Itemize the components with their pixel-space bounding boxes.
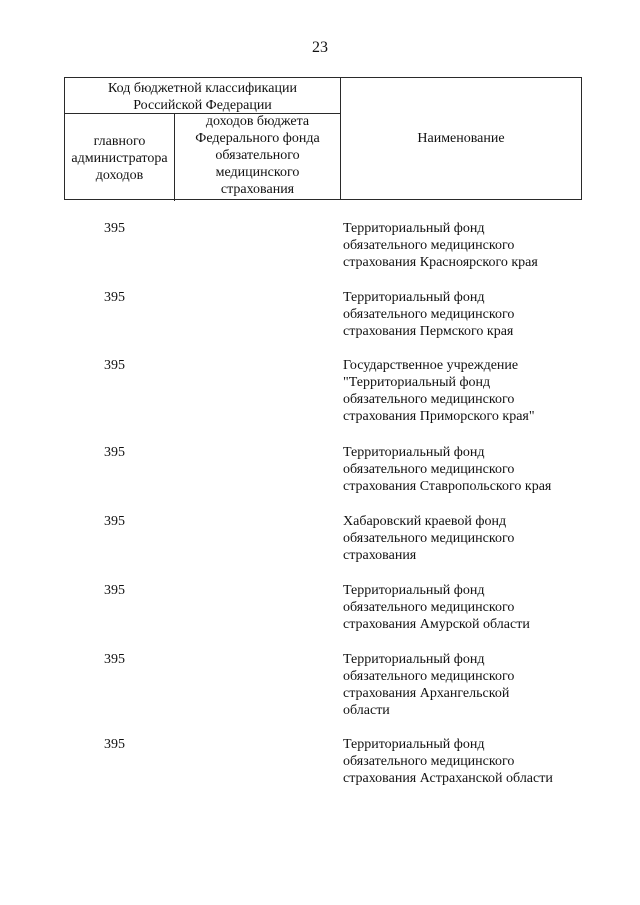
- row-name: Территориальный фонд обязательного медицинского страхования Архангельской области: [343, 652, 515, 718]
- row-name: Территориальный фонд обязательного медицинского страхования Амурской области: [343, 583, 530, 632]
- row-code: 395: [104, 652, 125, 667]
- table-header: [64, 77, 582, 200]
- table-row: [64, 220, 582, 289]
- header-chief-administrator: главного администратора доходов: [71, 134, 168, 183]
- table-row: [64, 651, 582, 736]
- header-classification-code: Код бюджетной классификации Российской Федерации: [108, 81, 297, 113]
- table-row: [64, 513, 582, 582]
- table-row: [64, 357, 582, 444]
- header-name: Наименование: [417, 131, 505, 146]
- row-code: 395: [104, 583, 125, 598]
- table-row: [64, 582, 582, 651]
- row-code: 395: [104, 445, 125, 460]
- row-name: Территориальный фонд обязательного медицинского страхования Ставропольского края: [343, 445, 552, 494]
- row-name: Хабаровский краевой фонд обязательного медицинского страхования: [343, 514, 515, 563]
- row-code: 395: [104, 221, 125, 236]
- table-row: [64, 289, 582, 357]
- table-body: [64, 220, 582, 796]
- row-code: 395: [104, 358, 125, 373]
- header-fund-income: доходов бюджета Федерального фонда обязательного медицинского страхования: [195, 114, 320, 197]
- row-code: 395: [104, 290, 125, 305]
- row-name: Территориальный фонд обязательного медицинского страхования Астраханской области: [343, 737, 553, 786]
- table-row: [64, 444, 582, 513]
- page-number: 23: [312, 39, 328, 56]
- row-code: 395: [104, 514, 125, 529]
- row-name: Государственное учреждение "Территориальный фонд обязательного медицинского страхования Приморского края": [343, 358, 535, 424]
- row-name: Территориальный фонд обязательного медицинского страхования Пермского края: [343, 290, 515, 339]
- row-name: Территориальный фонд обязательного медицинского страхования Красноярского края: [343, 221, 538, 270]
- row-code: 395: [104, 737, 125, 752]
- table-row: [64, 736, 582, 796]
